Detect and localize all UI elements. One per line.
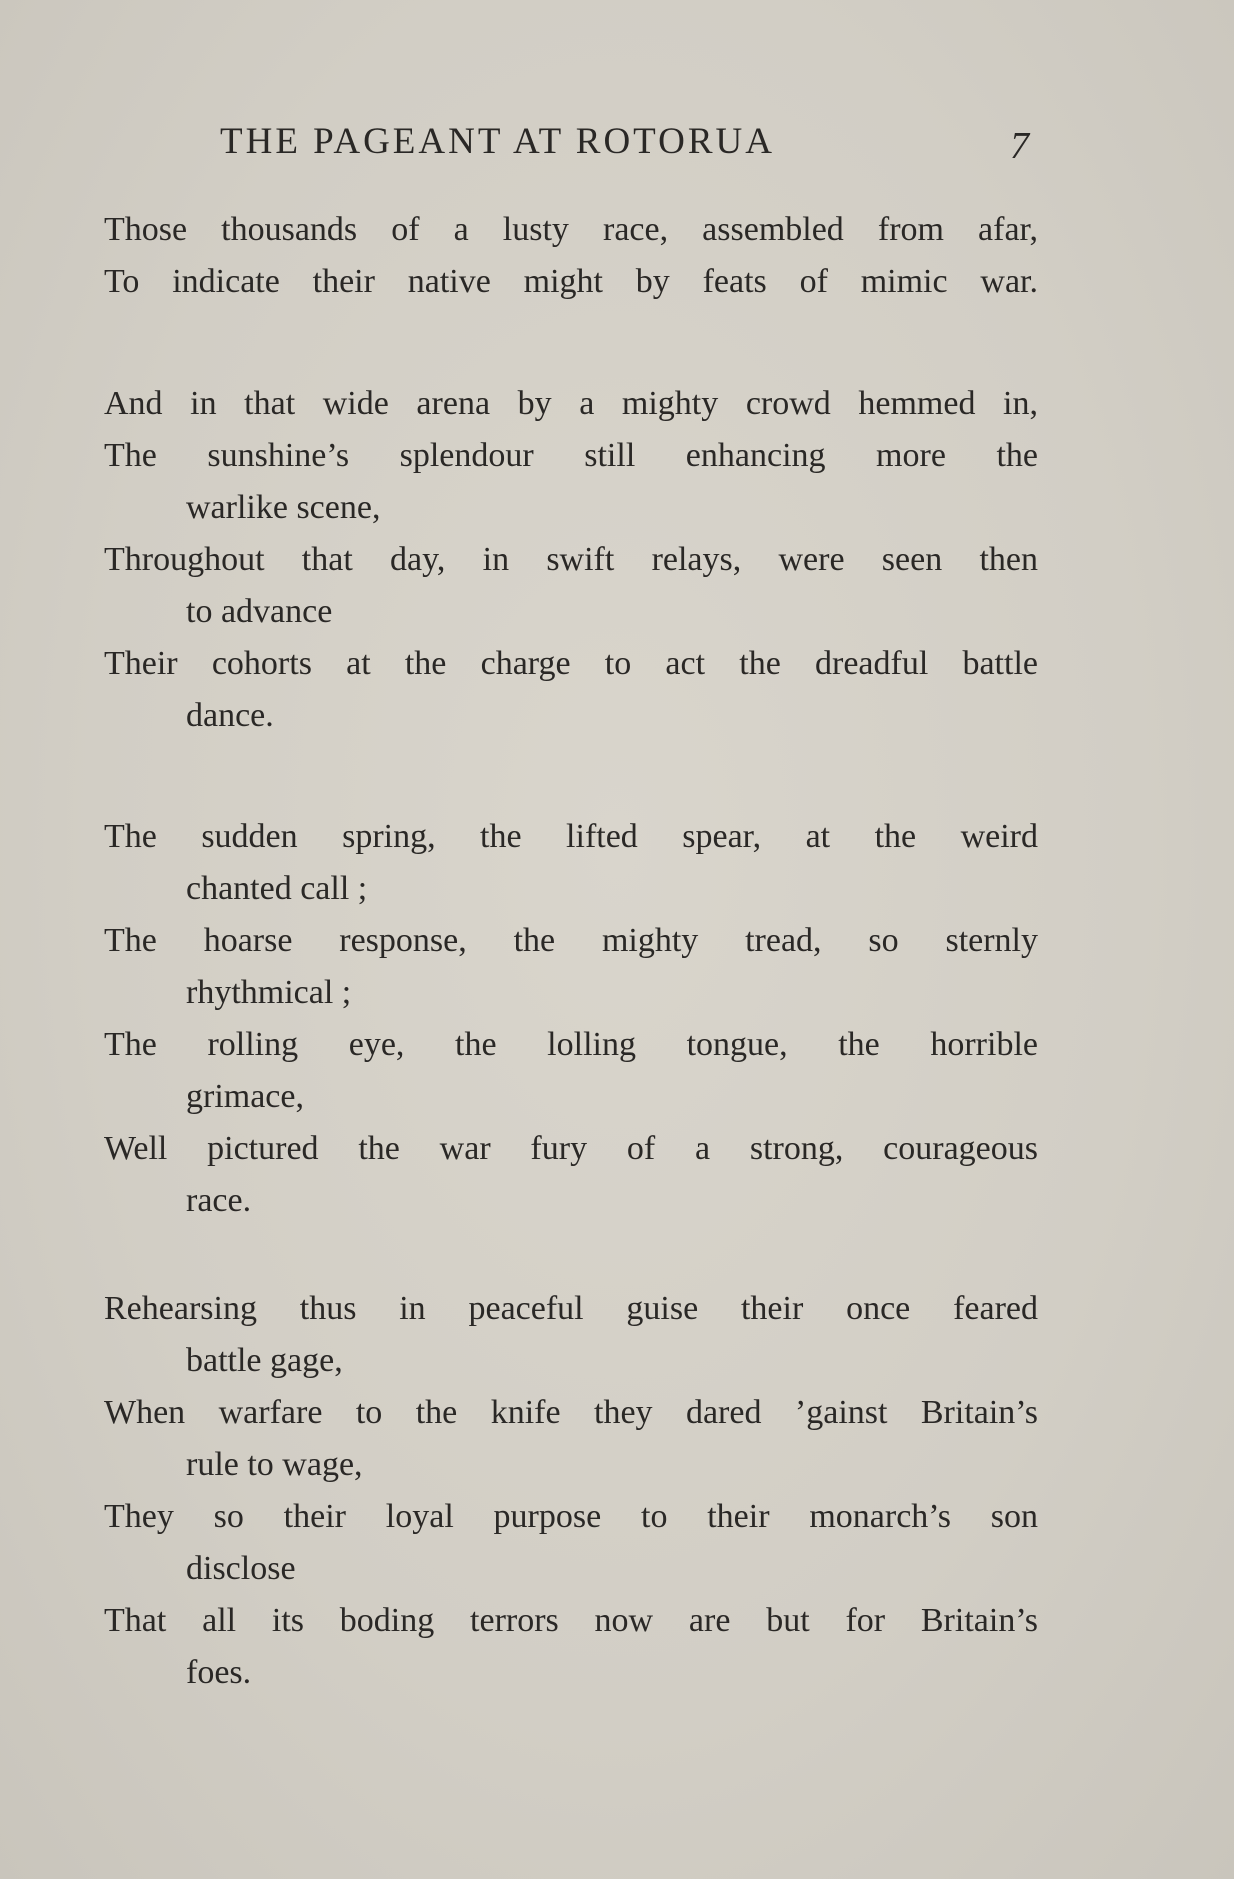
verse-line: Well pictured the war fury of a strong, courageous: [104, 1130, 1038, 1167]
verse-line: The sudden spring, the lifted spear, at the weird: [104, 818, 1038, 855]
verse-line-continuation: foes.: [186, 1654, 252, 1691]
verse-line-continuation: to advance: [186, 593, 333, 630]
verse-line-continuation: battle gage,: [186, 1342, 343, 1379]
verse-line-continuation: chanted call ;: [186, 870, 368, 907]
verse-line: Throughout that day, in swift relays, were seen then: [104, 541, 1038, 578]
verse-line: The hoarse response, the mighty tread, so sternly: [104, 922, 1038, 959]
verse-line: The rolling eye, the lolling tongue, the horrible: [104, 1026, 1038, 1063]
running-title: THE PAGEANT AT ROTORUA: [220, 121, 775, 162]
verse-line: That all its boding terrors now are but for Britain’s: [104, 1602, 1038, 1639]
verse-line: Their cohorts at the charge to act the dreadful battle: [104, 645, 1038, 682]
verse-line-continuation: rhythmical ;: [186, 974, 352, 1011]
stanza-4: [104, 1283, 1038, 1699]
verse-line-continuation: race.: [186, 1182, 252, 1219]
verse-line-continuation: grimace,: [186, 1078, 304, 1115]
stanza-2: [104, 378, 1038, 742]
verse-line: When warfare to the knife they dared ’gainst Britain’s: [104, 1394, 1038, 1431]
stanza-3: [104, 811, 1038, 1227]
verse-line-continuation: rule to wage,: [186, 1446, 363, 1483]
stanza-1: [104, 204, 1038, 308]
verse-line: Those thousands of a lusty race, assembled from afar,: [104, 211, 1038, 248]
verse-line: The sunshine’s splendour still enhancing more the: [104, 437, 1038, 474]
verse-line-continuation: disclose: [186, 1550, 296, 1587]
verse-line: Rehearsing thus in peaceful guise their once feared: [104, 1290, 1038, 1327]
verse-line-continuation: dance.: [186, 697, 274, 734]
verse-line: They so their loyal purpose to their monarch’s son: [104, 1498, 1038, 1535]
verse-line: To indicate their native might by feats of mimic war.: [104, 263, 1038, 300]
verse-line-continuation: warlike scene,: [186, 489, 381, 526]
page-number: 7: [1010, 125, 1029, 167]
verse-line: And in that wide arena by a mighty crowd hemmed in,: [104, 385, 1038, 422]
